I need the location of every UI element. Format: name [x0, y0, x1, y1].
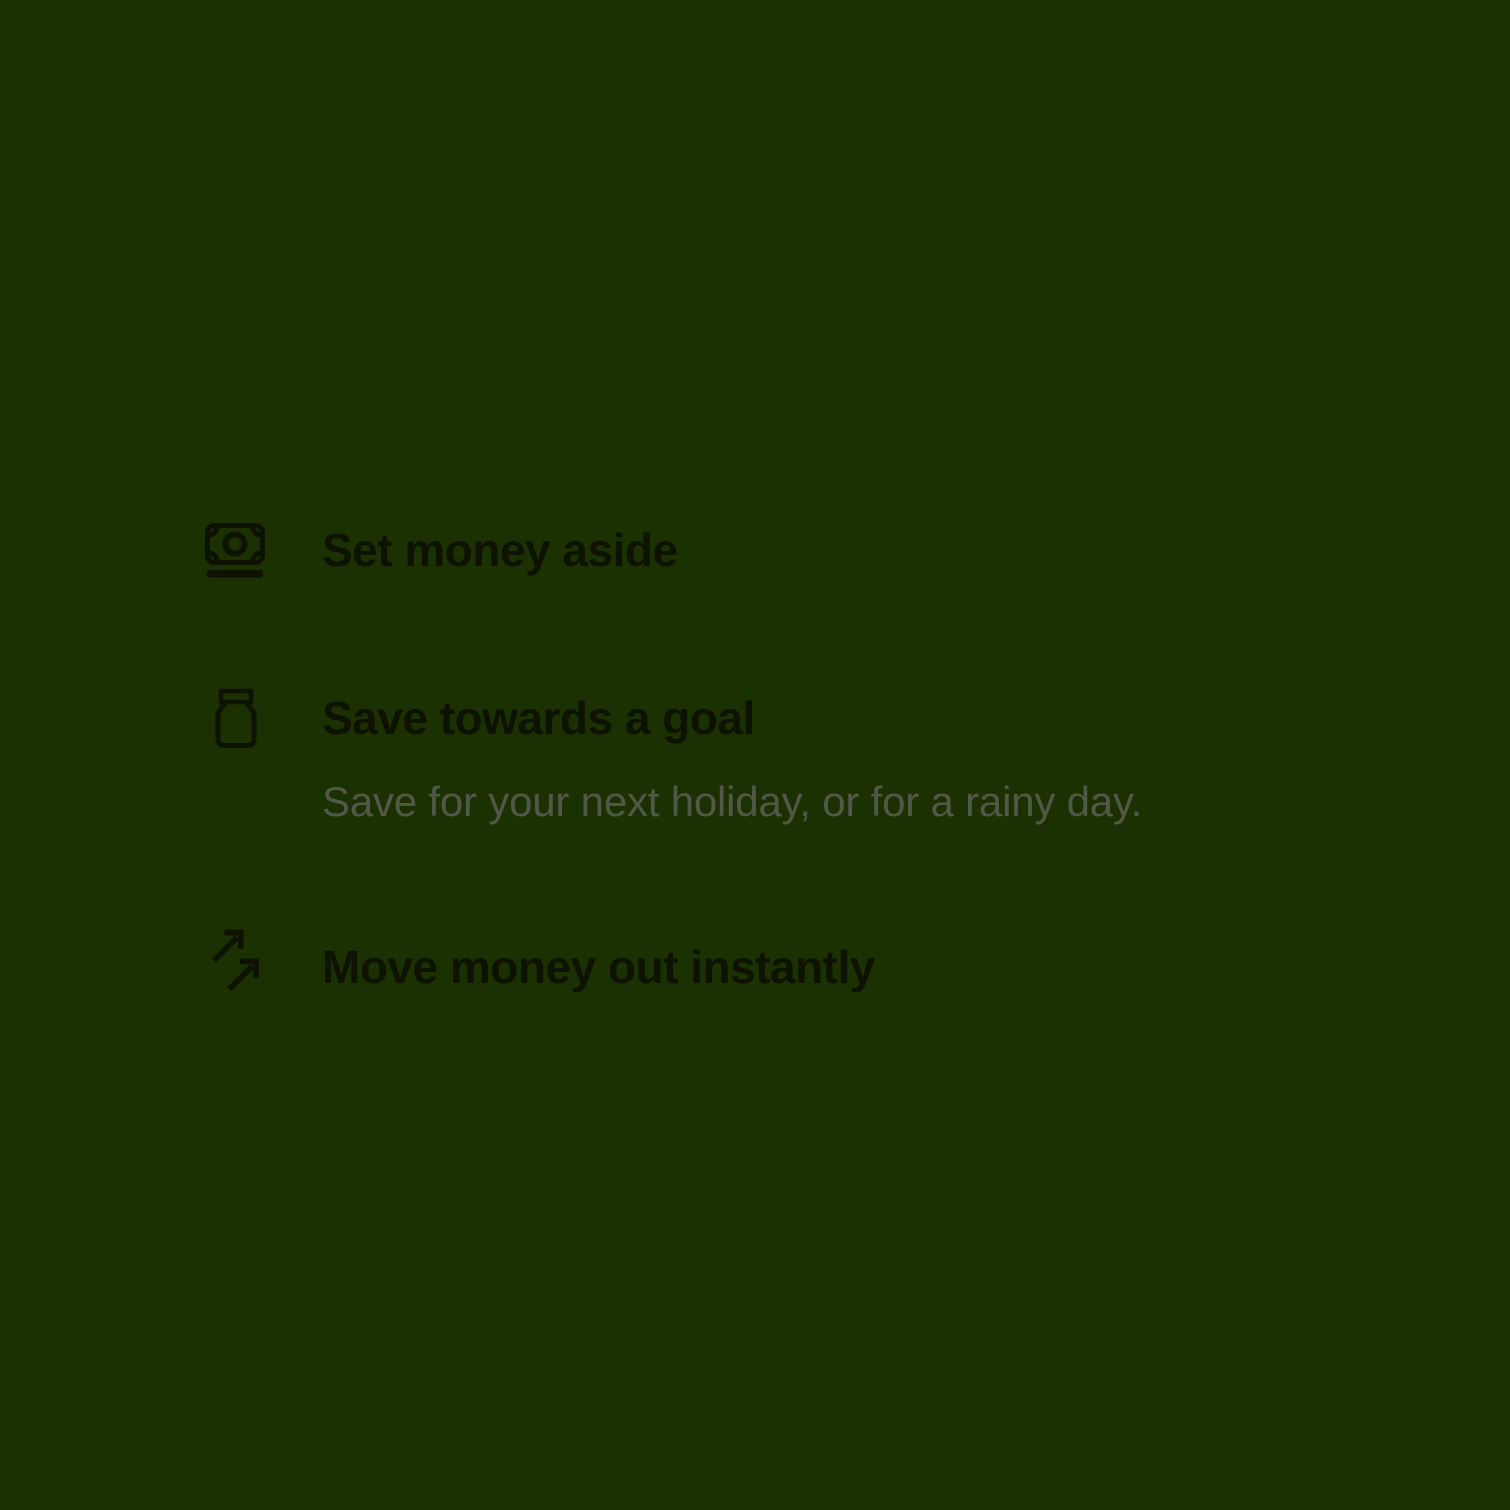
feature-title: Save towards a goal: [322, 692, 755, 744]
arrows-up-right-icon: [210, 925, 260, 992]
feature-title: Move money out instantly: [322, 941, 875, 993]
feature-icon-column: [205, 688, 265, 750]
feature-subtitle: Save for your next holiday, or for a rainy day.: [322, 778, 1143, 825]
feature-text-column: [322, 688, 1422, 830]
feature-item-set-money-aside: [205, 523, 1422, 578]
feature-icon-column: [205, 523, 265, 578]
banknote-icon: [205, 523, 265, 578]
feature-text-column: [322, 925, 1422, 995]
jar-icon: [211, 688, 261, 750]
feature-icon-column: [205, 925, 265, 992]
feature-item-save-towards-goal: [205, 688, 1422, 830]
feature-title: Set money aside: [322, 524, 678, 576]
feature-text-column: [322, 523, 1422, 578]
feature-item-move-money-out: [205, 925, 1422, 995]
